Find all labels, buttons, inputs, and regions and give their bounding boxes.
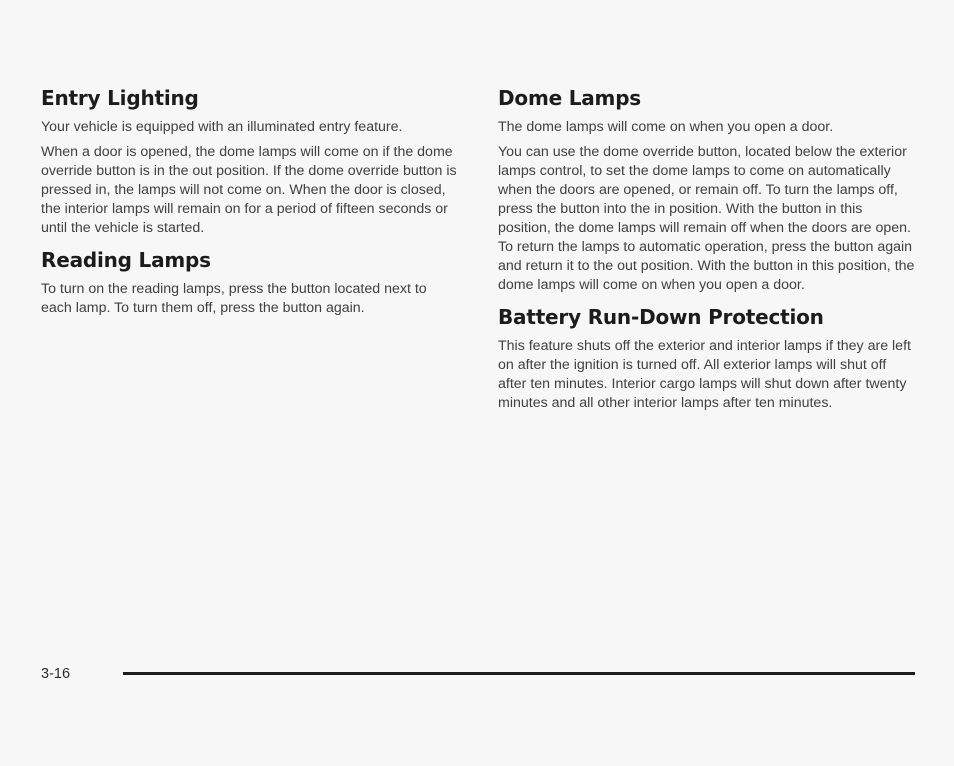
reading-lamps-paragraph-1: To turn on the reading lamps, press the button located next to each lamp. To turn them off, press the button again. bbox=[41, 281, 427, 316]
heading-battery-protection: Battery Run-Down Protection bbox=[498, 305, 824, 329]
section-entry-lighting bbox=[41, 86, 471, 238]
dome-lamps-paragraph-2: You can use the dome override button, located below the exterior lamps control, to set the dome lamps to come on automatically when the doors are opened, or remain off. To turn the lamps off, press the button into the in position. With the button in this position, the dome lamps will remain off when the doors are open. To return the lamps to automatic operation, press the button again and return it to the out position. With the button in this position, the dome lamps will come on when you open a door. bbox=[498, 144, 915, 293]
left-column bbox=[41, 86, 471, 328]
heading-dome-lamps: Dome Lamps bbox=[498, 86, 642, 110]
entry-lighting-paragraph-2: When a door is opened, the dome lamps will come on if the dome override button is in the out position. If the dome override button is pressed in, the lamps will not come on. When the door is closed, the interior lamps will remain on for a period of fifteen seconds or until the vehicle is started. bbox=[41, 144, 457, 236]
battery-protection-paragraph-1: This feature shuts off the exterior and interior lamps if they are left on after the ignition is turned off. All exterior lamps will shut off after ten minutes. Interior cargo lamps will shut down after twenty minutes and all other interior lamps after ten minutes. bbox=[498, 338, 911, 411]
heading-reading-lamps: Reading Lamps bbox=[41, 248, 211, 272]
section-battery-protection bbox=[498, 305, 923, 413]
footer-rule bbox=[123, 672, 915, 675]
dome-lamps-paragraph-1: The dome lamps will come on when you open a door. bbox=[498, 119, 834, 135]
section-dome-lamps bbox=[498, 86, 923, 295]
page-number: 3-16 bbox=[41, 666, 71, 682]
section-reading-lamps bbox=[41, 248, 471, 318]
entry-lighting-paragraph-1: Your vehicle is equipped with an illuminated entry feature. bbox=[41, 119, 403, 135]
right-column bbox=[498, 86, 923, 423]
heading-entry-lighting: Entry Lighting bbox=[41, 86, 199, 110]
